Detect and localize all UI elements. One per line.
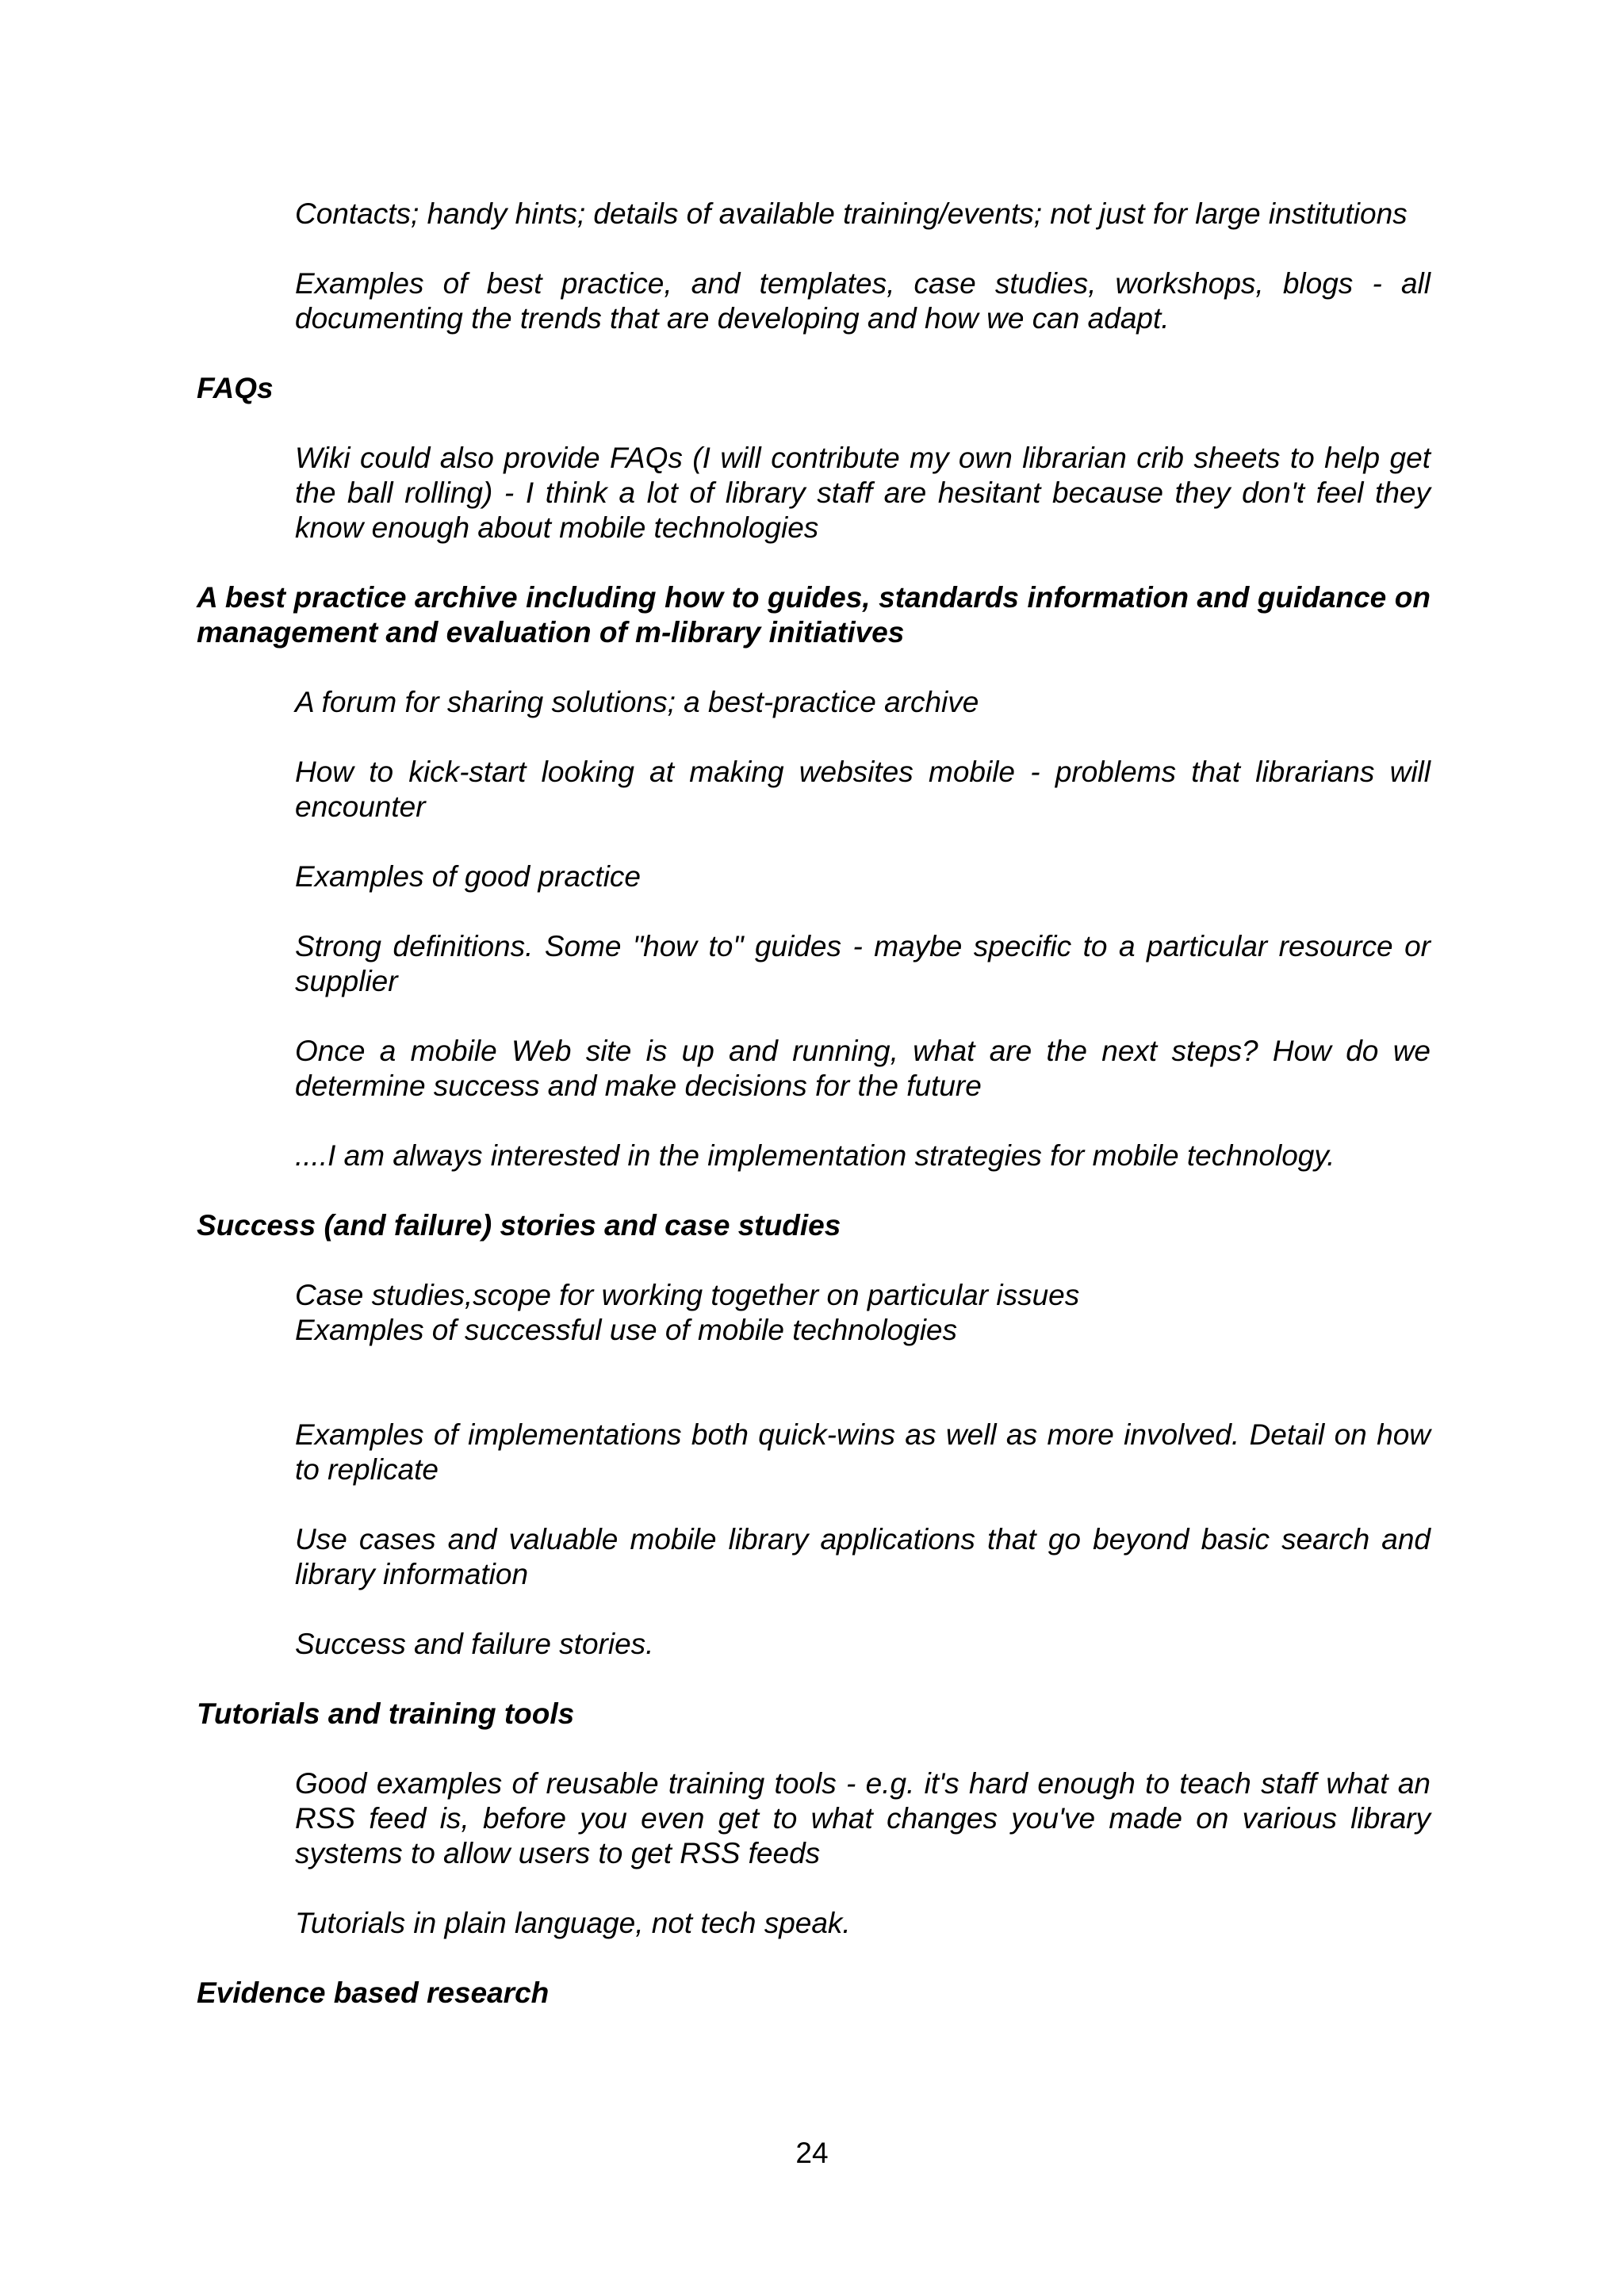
quote-forum: A forum for sharing solutions; a best-practice archive xyxy=(295,686,979,718)
quote-plain-language: Tutorials in plain language, not tech speak. xyxy=(295,1907,851,1939)
quote-successful-use: Examples of successful use of mobile technologies xyxy=(295,1314,957,1346)
quote-good-practice: Examples of good practice xyxy=(295,860,642,893)
quote-wiki-faqs: Wiki could also provide FAQs (I will contribute my own librarian crib sheets to help get the ball rolling) - I think a lot of library staff are hesitant because they don't feel they know enough about mobile technologies xyxy=(295,442,1431,544)
heading-success-stories: Success (and failure) stories and case studies xyxy=(197,1209,841,1242)
heading-tutorials: Tutorials and training tools xyxy=(197,1697,575,1730)
quote-success-failure: Success and failure stories. xyxy=(295,1628,654,1660)
quote-use-cases: Use cases and valuable mobile library applications that go beyond basic search and library information xyxy=(295,1523,1431,1590)
heading-faqs: FAQs xyxy=(197,372,274,404)
quote-next-steps: Once a mobile Web site is up and running, what are the next steps? How do we determine success and make decisions for the future xyxy=(295,1035,1431,1102)
page-number: 24 xyxy=(795,2137,829,2169)
heading-evidence-research: Evidence based research xyxy=(197,1976,550,2009)
quote-best-practice-examples: Examples of best practice, and templates, case studies, workshops, blogs - all documenting the trends that are developing and how we can adapt. xyxy=(295,267,1431,335)
quote-training-tools: Good examples of reusable training tools - e.g. it's hard enough to teach staff what an RSS feed is, before you even get to what changes you've made on various library systems to allow users to get RSS feeds xyxy=(295,1767,1431,1869)
heading-best-practice-archive: A best practice archive including how to guides, standards information and guidance on management and evaluation of m-library initiatives xyxy=(197,581,1431,649)
quote-implementation-strategies: ....I am always interested in the implementation strategies for mobile technology. xyxy=(295,1139,1335,1172)
quote-contacts: Contacts; handy hints; details of available training/events; not just for large institutions xyxy=(295,197,1408,230)
quote-kick-start: How to kick-start looking at making websites mobile - problems that librarians will encounter xyxy=(295,756,1431,823)
page-content xyxy=(197,197,1431,2011)
quote-implementations: Examples of implementations both quick-wins as well as more involved. Detail on how to replicate xyxy=(295,1418,1431,1486)
quote-case-studies: Case studies,scope for working together on particular issues xyxy=(295,1279,1080,1311)
quote-strong-definitions: Strong definitions. Some "how to" guides - maybe specific to a particular resource or supplier xyxy=(295,930,1431,997)
